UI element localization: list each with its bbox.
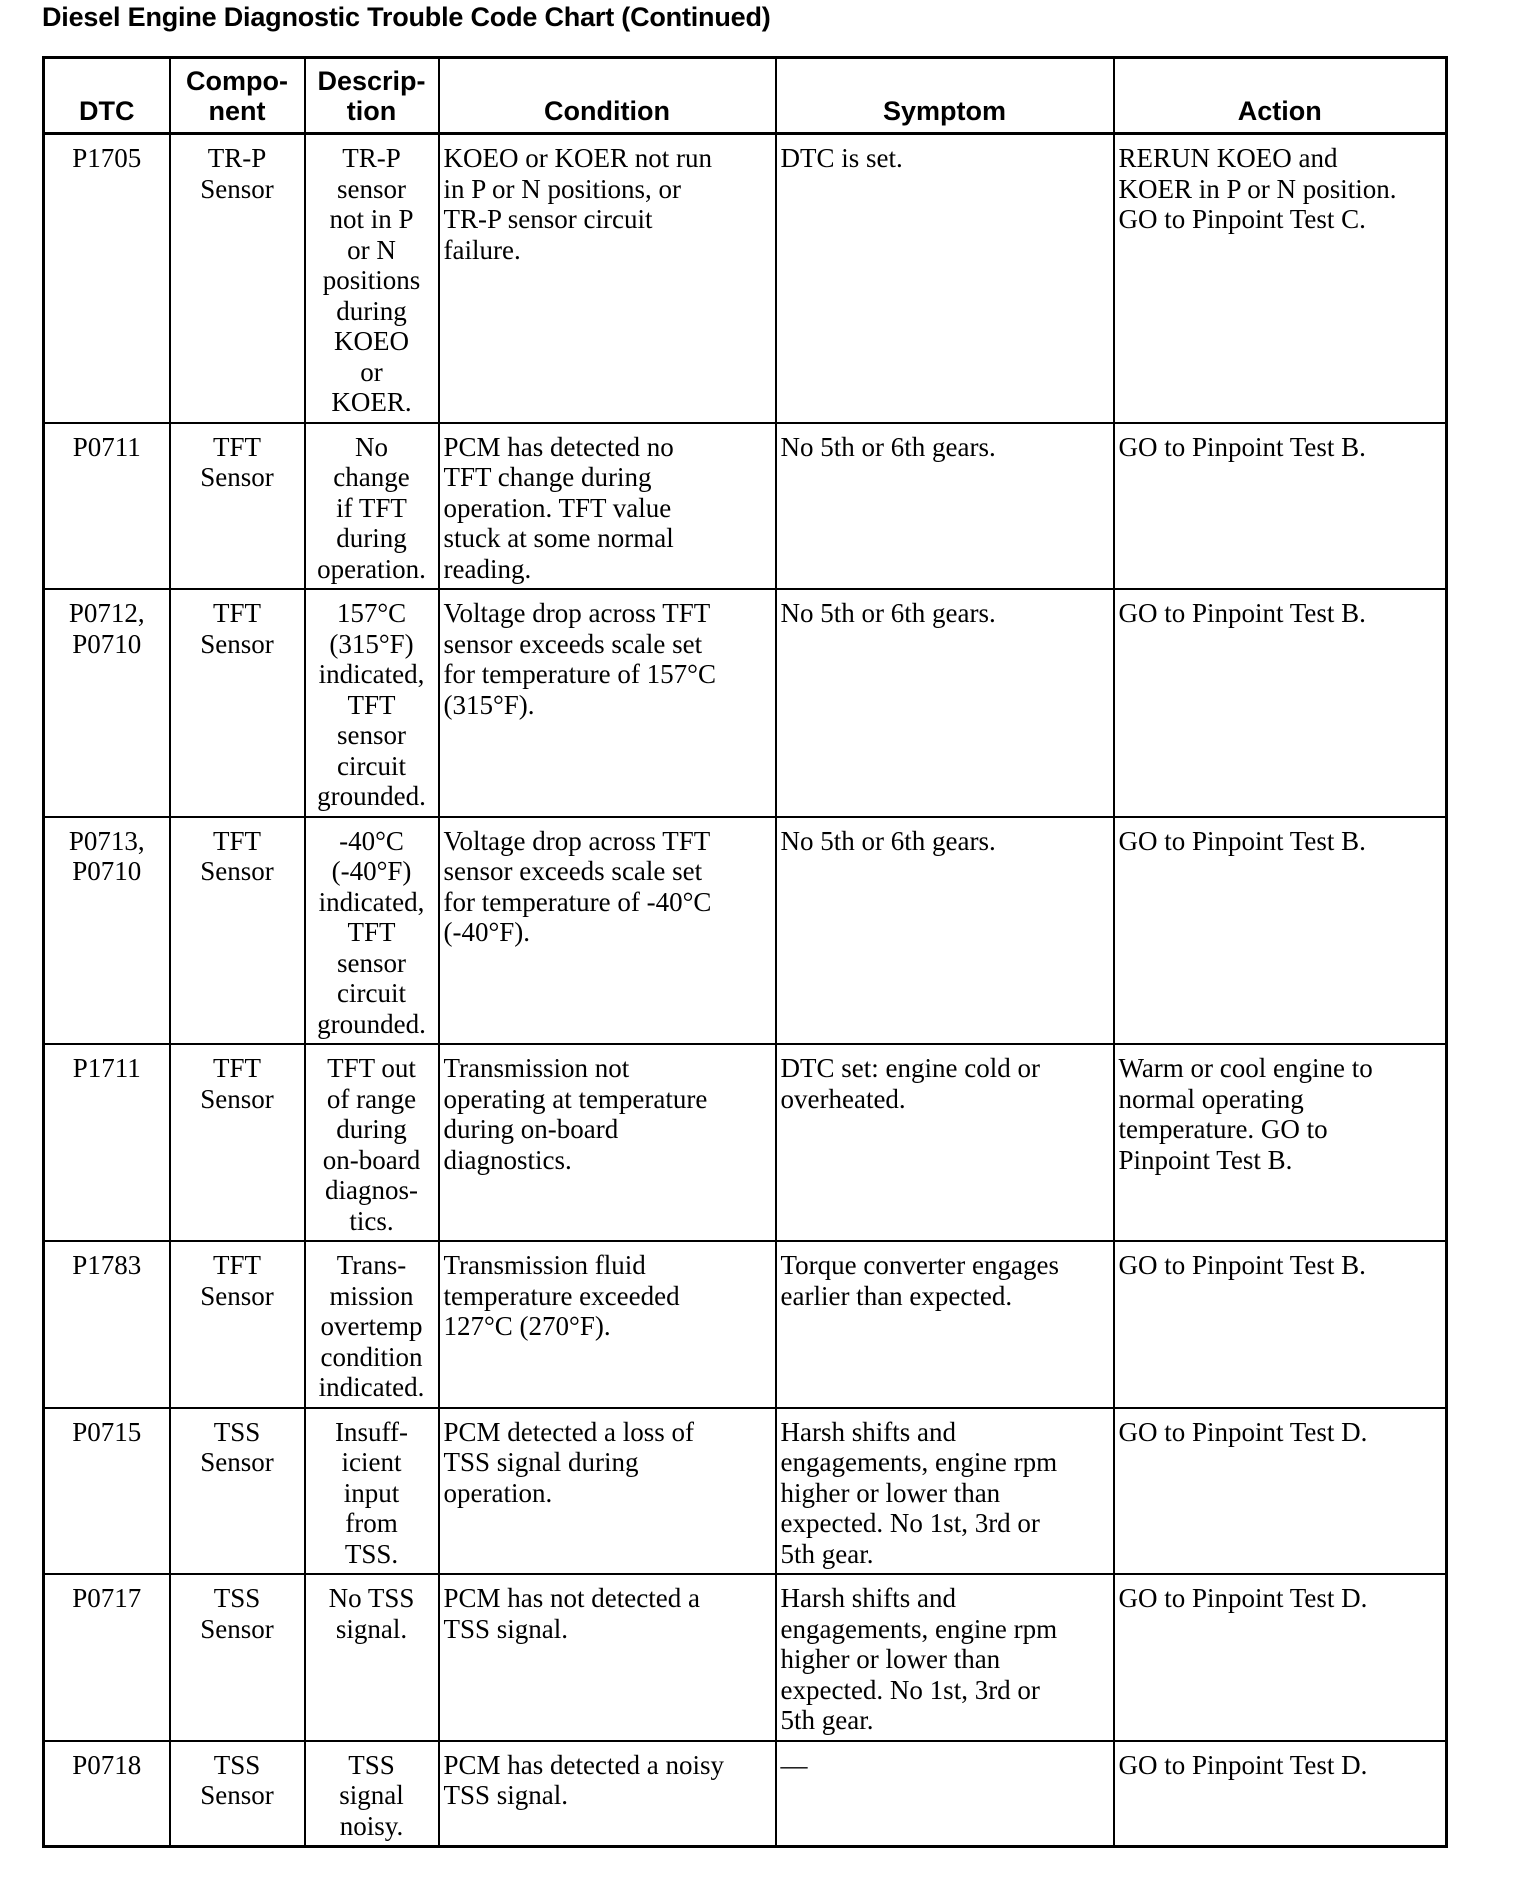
- cell-line: KOER in P or N position.: [1118, 173, 1397, 204]
- cell-action: [1114, 1408, 1447, 1575]
- cell-line: 127°C (270°F).: [443, 1311, 611, 1341]
- cell-line: (315°F): [329, 628, 414, 659]
- cell-description: [305, 1044, 439, 1241]
- cell-line: during: [336, 295, 407, 326]
- table-row: [44, 817, 1447, 1045]
- cell-line: Sensor: [200, 1780, 274, 1810]
- cell-line: PCM has not detected a: [443, 1583, 700, 1613]
- cell-condition: [439, 1241, 776, 1408]
- cell-action: [1114, 817, 1447, 1045]
- cell-line: for temperature of 157°C: [443, 659, 716, 689]
- cell-component: [170, 1044, 305, 1241]
- cell-line: expected. No 1st, 3rd or: [780, 1508, 1040, 1538]
- cell-line: Sensor: [200, 462, 274, 492]
- cell-description: [305, 1408, 439, 1575]
- cell-dtc: [44, 817, 170, 1045]
- cell-line: P0715: [72, 1416, 142, 1447]
- cell-description: [305, 423, 439, 590]
- cell-line: Torque converter engages: [780, 1250, 1059, 1280]
- cell-line: temperature exceeded: [443, 1280, 680, 1311]
- cell-line: TSS: [213, 1416, 261, 1447]
- cell-line: Sensor: [200, 856, 274, 886]
- cell-action: [1114, 134, 1447, 423]
- header-dtc: [44, 58, 170, 134]
- cell-line: overtemp: [320, 1311, 423, 1341]
- cell-line: engagements, engine rpm: [780, 1613, 1058, 1644]
- cell-line: positions: [322, 265, 421, 295]
- cell-line: DTC is set.: [780, 143, 903, 173]
- cell-dtc: [44, 1408, 170, 1575]
- cell-line: Voltage drop across TFT: [443, 598, 711, 628]
- cell-line: stuck at some normal: [443, 523, 674, 553]
- cell-line: in P or N positions, or: [443, 173, 682, 204]
- cell-action: [1114, 1574, 1447, 1741]
- cell-line: GO to Pinpoint Test B.: [1118, 1250, 1366, 1280]
- cell-line: sensor exceeds scale set: [443, 628, 703, 659]
- cell-line: GO to Pinpoint Test D.: [1118, 1416, 1368, 1447]
- header-line: Action: [1237, 96, 1322, 126]
- cell-line: Transmission not: [443, 1053, 630, 1083]
- cell-line: No: [355, 431, 388, 462]
- cell-line: TFT: [212, 431, 261, 462]
- cell-line: expected. No 1st, 3rd or: [780, 1674, 1040, 1705]
- cell-line: during: [336, 523, 407, 553]
- cell-line: KOEO: [334, 326, 409, 356]
- cell-line: Sensor: [200, 1280, 274, 1311]
- cell-dtc: [44, 1241, 170, 1408]
- table-row: [44, 134, 1447, 423]
- cell-action: [1114, 423, 1447, 590]
- cell-condition: [439, 134, 776, 423]
- cell-line: Harsh shifts and: [780, 1416, 956, 1447]
- cell-condition: [439, 1574, 776, 1741]
- header-symptom: [776, 58, 1114, 134]
- cell-line: No 5th or 6th gears.: [780, 598, 996, 628]
- cell-line: on-board: [322, 1144, 421, 1175]
- cell-dtc: [44, 1574, 170, 1741]
- cell-line: circuit: [337, 978, 406, 1008]
- cell-description: [305, 134, 439, 423]
- cell-line: GO to Pinpoint Test B.: [1118, 431, 1366, 462]
- cell-line: Trans-: [336, 1250, 407, 1280]
- cell-line: sensor: [337, 173, 406, 204]
- cell-line: Sensor: [200, 628, 274, 659]
- cell-line: change: [333, 462, 410, 492]
- cell-line: higher or lower than: [780, 1477, 1001, 1508]
- cell-line: for temperature of -40°C: [443, 886, 712, 917]
- cell-component: [170, 1574, 305, 1741]
- cell-line: PCM detected a loss of: [443, 1416, 694, 1447]
- cell-line: failure.: [443, 234, 521, 265]
- cell-line: operation. TFT value: [443, 492, 672, 523]
- header-condition: [439, 58, 776, 134]
- table-row: [44, 1574, 1447, 1741]
- cell-line: overheated.: [780, 1083, 906, 1114]
- cell-line: Insuff-: [335, 1416, 408, 1447]
- cell-line: noisy.: [339, 1810, 404, 1841]
- cell-line: mission: [329, 1280, 414, 1311]
- cell-line: No 5th or 6th gears.: [780, 825, 996, 856]
- header-line: Symptom: [882, 96, 1007, 126]
- cell-line: not in P: [329, 204, 414, 234]
- cell-line: engagements, engine rpm: [780, 1447, 1058, 1477]
- cell-line: TFT: [347, 689, 396, 720]
- cell-line: signal: [339, 1780, 404, 1810]
- cell-line: TSS signal.: [443, 1613, 569, 1644]
- cell-line: 5th gear.: [780, 1705, 874, 1735]
- cell-component: [170, 589, 305, 817]
- cell-line: diagnos-: [325, 1175, 418, 1205]
- cell-component: [170, 817, 305, 1045]
- cell-line: P0712,: [68, 598, 145, 628]
- header-row: [44, 58, 1447, 134]
- table-body: [44, 134, 1447, 1847]
- header-line: nent: [208, 96, 266, 126]
- cell-line: TSS signal.: [443, 1780, 569, 1810]
- table-row: [44, 1408, 1447, 1575]
- cell-condition: [439, 817, 776, 1045]
- cell-description: [305, 1574, 439, 1741]
- cell-line: No TSS: [328, 1583, 415, 1613]
- page-title: Diesel Engine Diagnostic Trouble Code Chart (Continued): [42, 2, 771, 32]
- cell-line: condition: [320, 1341, 423, 1372]
- cell-component: [170, 1741, 305, 1847]
- cell-line: -40°C: [339, 825, 404, 856]
- cell-condition: [439, 589, 776, 817]
- cell-line: TSS: [348, 1749, 395, 1780]
- cell-line: P0710: [72, 856, 142, 886]
- cell-line: (-40°F): [331, 856, 412, 886]
- cell-line: P0718: [72, 1749, 142, 1780]
- cell-condition: [439, 1741, 776, 1847]
- table-row: [44, 1044, 1447, 1241]
- cell-line: circuit: [337, 750, 406, 781]
- cell-line: TFT change during: [443, 462, 652, 492]
- table-row: [44, 589, 1447, 817]
- cell-symptom: [776, 817, 1114, 1045]
- cell-line: PCM has detected a noisy: [443, 1749, 724, 1780]
- cell-line: signal.: [335, 1613, 408, 1644]
- cell-line: TR-P sensor circuit: [443, 204, 653, 234]
- cell-line: operating at temperature: [443, 1083, 708, 1114]
- cell-line: diagnostics.: [443, 1144, 572, 1175]
- cell-description: [305, 1241, 439, 1408]
- cell-line: P1783: [72, 1250, 142, 1280]
- cell-line: reading.: [443, 553, 532, 584]
- cell-line: TFT out: [327, 1053, 416, 1083]
- cell-line: of range: [326, 1083, 417, 1114]
- cell-description: [305, 1741, 439, 1847]
- cell-line: indicated,: [318, 886, 425, 917]
- header-line: Compo-: [186, 66, 288, 96]
- cell-symptom: [776, 423, 1114, 590]
- cell-action: [1114, 589, 1447, 817]
- cell-line: during on-board: [443, 1114, 619, 1144]
- cell-line: icient: [341, 1447, 402, 1477]
- cell-symptom: [776, 134, 1114, 423]
- cell-condition: [439, 1408, 776, 1575]
- cell-symptom: [776, 1574, 1114, 1741]
- cell-line: Voltage drop across TFT: [443, 825, 711, 856]
- cell-line: TSS: [213, 1749, 261, 1780]
- cell-line: operation.: [317, 553, 426, 584]
- dtc-table: [42, 56, 1448, 1848]
- cell-line: Sensor: [200, 1613, 274, 1644]
- header-component: [170, 58, 305, 134]
- cell-symptom: [776, 1241, 1114, 1408]
- cell-dtc: [44, 134, 170, 423]
- cell-line: sensor: [337, 720, 406, 750]
- cell-line: grounded.: [317, 1008, 426, 1039]
- table-row: [44, 1241, 1447, 1408]
- cell-description: [305, 589, 439, 817]
- cell-line: 5th gear.: [780, 1538, 874, 1569]
- cell-line: TR-P: [207, 143, 267, 173]
- cell-line: from: [345, 1508, 398, 1538]
- cell-line: TFT: [347, 917, 396, 947]
- cell-component: [170, 134, 305, 423]
- cell-line: TSS: [213, 1583, 261, 1613]
- cell-line: Sensor: [200, 1447, 274, 1477]
- cell-line: temperature. GO to: [1118, 1114, 1328, 1144]
- cell-symptom: [776, 1044, 1114, 1241]
- cell-action: [1114, 1044, 1447, 1241]
- cell-line: GO to Pinpoint Test C.: [1118, 204, 1366, 234]
- cell-line: TFT: [212, 598, 261, 628]
- cell-line: TFT: [212, 1250, 261, 1280]
- cell-line: if TFT: [336, 492, 407, 523]
- cell-line: (315°F).: [443, 689, 535, 720]
- cell-line: P0717: [72, 1583, 142, 1613]
- cell-symptom: [776, 589, 1114, 817]
- cell-line: KOEO or KOER not run: [443, 143, 712, 173]
- cell-line: or: [360, 356, 383, 387]
- cell-line: TFT: [212, 1053, 261, 1083]
- cell-line: GO to Pinpoint Test B.: [1118, 598, 1366, 628]
- cell-symptom: [776, 1741, 1114, 1847]
- cell-line: TFT: [212, 825, 261, 856]
- cell-line: operation.: [443, 1477, 553, 1508]
- cell-line: indicated.: [318, 1372, 425, 1402]
- cell-action: [1114, 1741, 1447, 1847]
- cell-line: P1705: [72, 143, 142, 173]
- cell-condition: [439, 423, 776, 590]
- cell-action: [1114, 1241, 1447, 1408]
- cell-line: indicated,: [318, 659, 425, 689]
- table-row: [44, 423, 1447, 590]
- cell-line: normal operating: [1118, 1083, 1304, 1114]
- cell-line: —: [780, 1749, 808, 1780]
- cell-dtc: [44, 1741, 170, 1847]
- cell-dtc: [44, 1044, 170, 1241]
- cell-dtc: [44, 589, 170, 817]
- header-line: tion: [346, 96, 397, 126]
- cell-line: Sensor: [200, 1083, 274, 1114]
- header-line: Descrip-: [317, 66, 426, 96]
- table-row: [44, 1741, 1447, 1847]
- cell-line: or N: [347, 234, 396, 265]
- cell-line: Pinpoint Test B.: [1118, 1144, 1293, 1175]
- cell-line: TSS signal during: [443, 1447, 639, 1477]
- cell-description: [305, 817, 439, 1045]
- cell-line: higher or lower than: [780, 1644, 1001, 1674]
- cell-dtc: [44, 423, 170, 590]
- cell-line: GO to Pinpoint Test D.: [1118, 1749, 1368, 1780]
- cell-line: 157°C: [336, 598, 407, 628]
- cell-condition: [439, 1044, 776, 1241]
- cell-line: sensor: [337, 947, 406, 978]
- cell-line: Harsh shifts and: [780, 1583, 956, 1613]
- cell-component: [170, 1241, 305, 1408]
- cell-component: [170, 1408, 305, 1575]
- cell-line: KOER.: [331, 387, 412, 417]
- cell-line: Sensor: [200, 173, 274, 204]
- cell-line: sensor exceeds scale set: [443, 856, 703, 886]
- cell-line: during: [336, 1114, 407, 1144]
- header-action: [1114, 58, 1447, 134]
- cell-line: No 5th or 6th gears.: [780, 431, 996, 462]
- cell-line: (-40°F).: [443, 917, 531, 947]
- cell-line: P1711: [72, 1053, 141, 1083]
- cell-line: earlier than expected.: [780, 1280, 1013, 1311]
- cell-line: PCM has detected no: [443, 431, 674, 462]
- cell-line: input: [343, 1477, 400, 1508]
- cell-line: P0711: [72, 431, 141, 462]
- table-header: [44, 58, 1447, 134]
- cell-line: TR-P: [342, 143, 401, 173]
- cell-line: tics.: [349, 1205, 394, 1236]
- header-line: DTC: [79, 96, 135, 126]
- cell-line: DTC set: engine cold or: [780, 1053, 1040, 1083]
- cell-line: P0713,: [68, 825, 145, 856]
- cell-line: Warm or cool engine to: [1118, 1053, 1373, 1083]
- cell-line: Transmission fluid: [443, 1250, 646, 1280]
- cell-line: TSS.: [344, 1538, 399, 1569]
- cell-line: GO to Pinpoint Test D.: [1118, 1583, 1368, 1613]
- cell-component: [170, 423, 305, 590]
- header-line: Condition: [544, 96, 670, 126]
- cell-line: P0710: [72, 628, 142, 659]
- header-description: [305, 58, 439, 134]
- cell-line: GO to Pinpoint Test B.: [1118, 825, 1366, 856]
- cell-line: grounded.: [317, 781, 426, 811]
- cell-symptom: [776, 1408, 1114, 1575]
- cell-line: RERUN KOEO and: [1118, 143, 1338, 173]
